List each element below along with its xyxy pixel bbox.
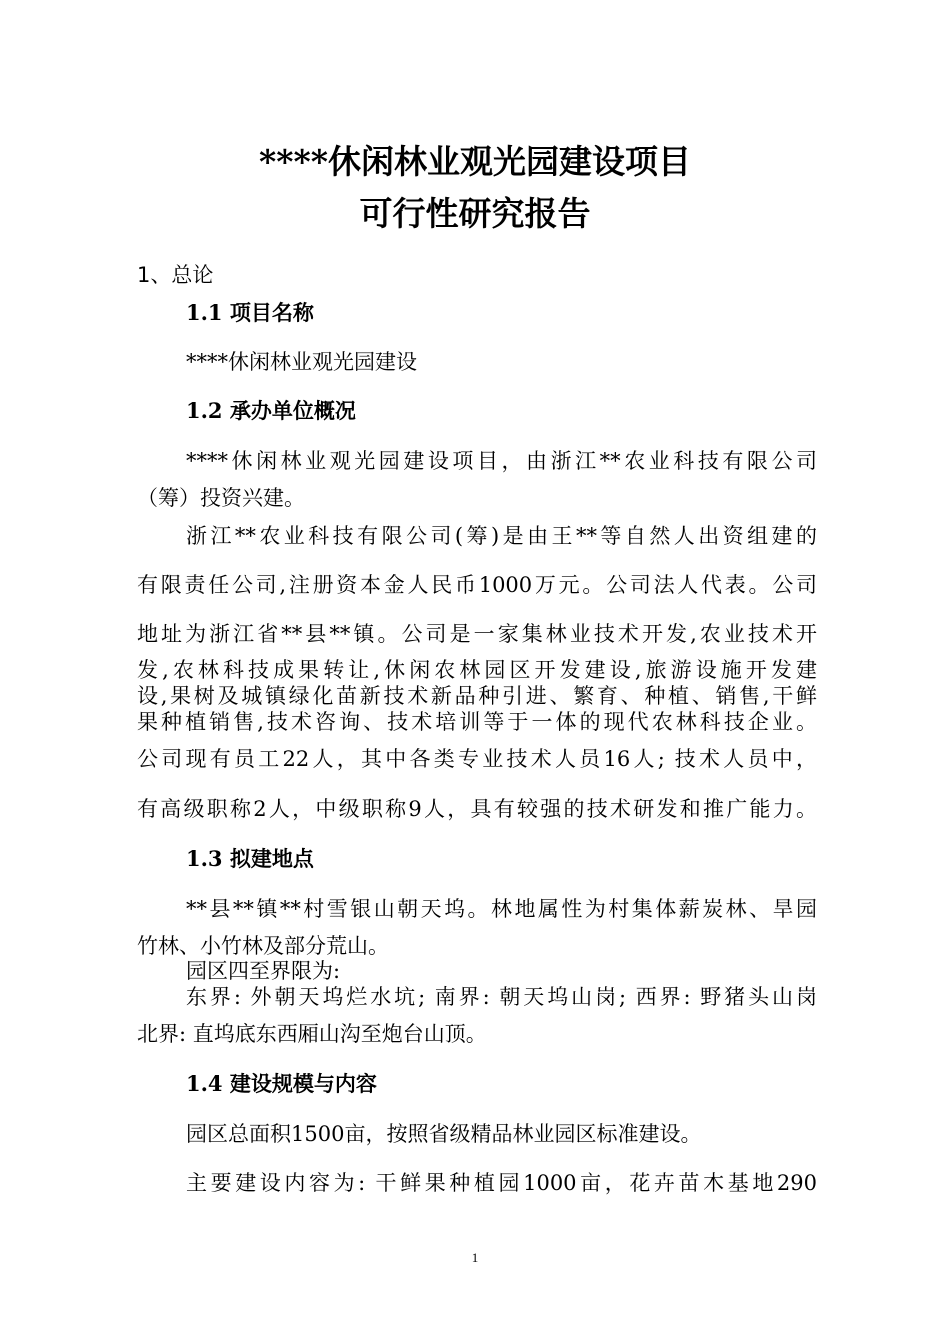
- project-name-text: ****休闲林业观光园建设: [186, 350, 417, 374]
- paragraph-line: 东界: 外朝天坞烂水坑; 南界: 朝天坞山岗; 西界: 野猪头山岗: [186, 985, 817, 1009]
- paragraph-line: 园区四至界限为:: [186, 959, 341, 983]
- paragraph-line: 主要建设内容为: 干鲜果种植园1000亩，花卉苗木基地290: [186, 1171, 817, 1195]
- subsection-heading-project-name: 1.1 项目名称: [186, 300, 314, 325]
- page-number: 1: [471, 1250, 479, 1265]
- paragraph-line: 浙江**农业科技有限公司(筹)是由王**等自然人出资组建的: [186, 524, 817, 548]
- paragraph-line: 有限责任公司,注册资本金人民币1000万元。公司法人代表。公司: [137, 573, 817, 597]
- paragraph-line: （筹）投资兴建。: [137, 486, 305, 510]
- paragraph-line: 公司现有员工22人，其中各类专业技术人员16人; 技术人员中，: [137, 747, 817, 771]
- paragraph-line: 发,农林科技成果转让,休闲农林园区开发建设,旅游设施开发建: [137, 658, 817, 682]
- paragraph-line: 竹林、小竹林及部分荒山。: [137, 934, 389, 958]
- paragraph-line: ****休闲林业观光园建设项目，由浙江**农业科技有限公司: [186, 449, 817, 473]
- subsection-heading-scale: 1.4 建设规模与内容: [186, 1071, 377, 1096]
- document-title-line2: 可行性研究报告: [359, 194, 591, 233]
- paragraph-line: 园区总面积1500亩，按照省级精品林业园区标准建设。: [186, 1122, 702, 1146]
- paragraph-line: **县**镇**村雪银山朝天坞。林地属性为村集体薪炭林、旱园: [186, 897, 817, 921]
- paragraph-line: 果种植销售,技术咨询、技术培训等于一体的现代农林科技企业。: [137, 710, 817, 734]
- paragraph-line: 北界: 直坞底东西厢山沟至炮台山顶。: [137, 1022, 487, 1046]
- paragraph-line: 地址为浙江省**县**镇。公司是一家集林业技术开发,农业技术开: [137, 622, 817, 646]
- document-title-line1: ****休闲林业观光园建设项目: [258, 142, 692, 181]
- section-heading-general: 1、总论: [137, 263, 214, 287]
- paragraph-line: 有高级职称2人，中级职称9人，具有较强的技术研发和推广能力。: [137, 797, 817, 821]
- subsection-heading-organizer: 1.2 承办单位概况: [186, 398, 356, 423]
- subsection-heading-location: 1.3 拟建地点: [186, 846, 314, 871]
- paragraph-line: 设,果树及城镇绿化苗新技术新品种引进、繁育、种植、销售,干鲜: [137, 684, 817, 708]
